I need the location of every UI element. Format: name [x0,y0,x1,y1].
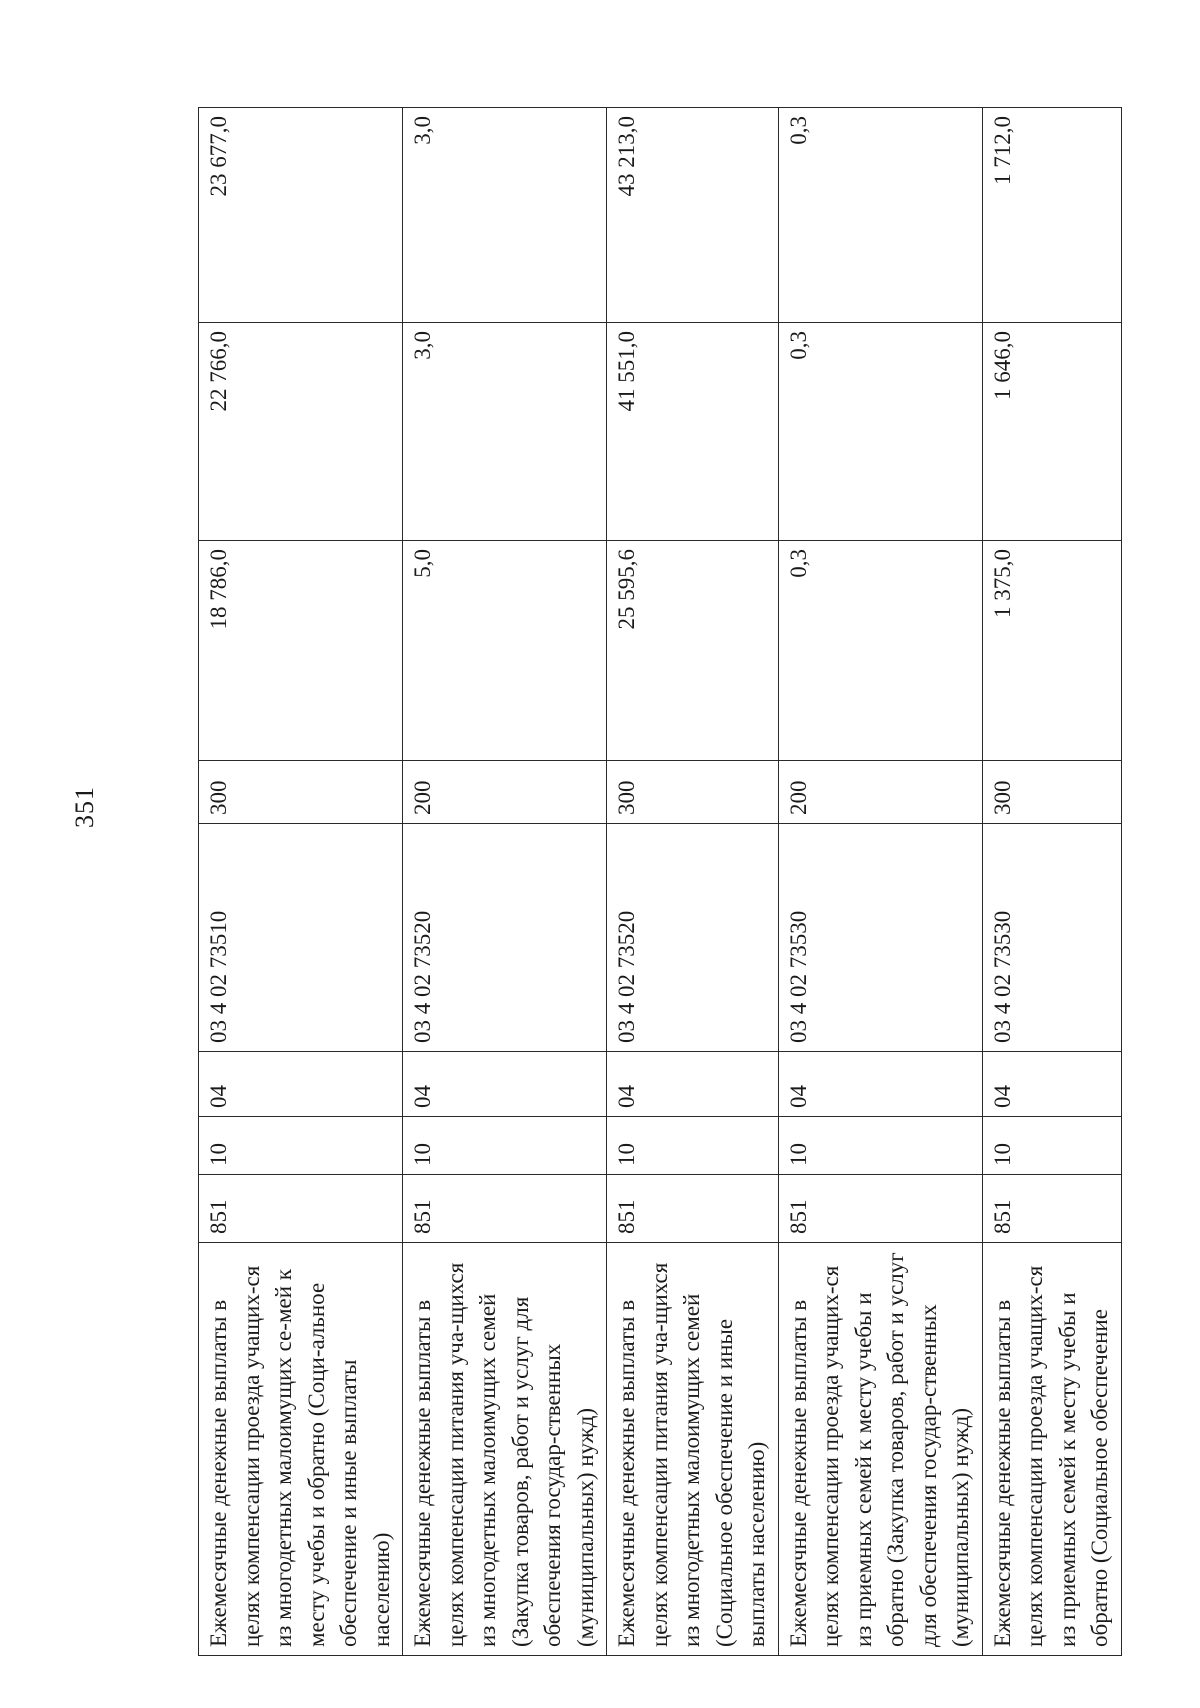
section-code: 10 [403,1117,607,1175]
expense-description: Ежемесячные денежные выплаты в целях компенсации питания уча-щихся из многодетных малоимущих семей (Социальное обеспечение и иные выплаты населению) [607,1243,779,1656]
subsection-code: 04 [778,1052,982,1117]
table-row [199,108,403,1656]
target-article-code: 03 4 02 73530 [778,824,982,1052]
expense-description: Ежемесячные денежные выплаты в целях компенсации проезда учащих-ся из приемных семей к месту учебы и обратно (Социальное обеспечение [982,1243,1121,1656]
expense-description: Ежемесячные денежные выплаты в целях компенсации проезда учащих-ся из приемных семей к месту учебы и обратно (Закупка товаров, работ и услуг для обеспечения государ-ственных (муниципальных) нужд) [778,1243,982,1656]
expense-type-code: 300 [982,761,1121,824]
budget-table-container [198,108,1112,1656]
amount-year-3: 1 712,0 [982,108,1121,323]
expense-type-code: 200 [778,761,982,824]
subsection-code: 04 [982,1052,1121,1117]
section-code: 10 [607,1117,779,1175]
target-article-code: 03 4 02 73520 [403,824,607,1052]
table-row [607,108,779,1656]
amount-year-3: 0,3 [778,108,982,323]
expense-description: Ежемесячные денежные выплаты в целях компенсации питания уча-щихся из многодетных малоимущих семей (Закупка товаров, работ и услуг для обеспечения государ-ственных (муниципальных) нужд) [403,1243,607,1656]
expense-type-code: 300 [607,761,779,824]
amount-year-2: 1 646,0 [982,323,1121,541]
table-row [403,108,607,1656]
amount-year-1: 0,3 [778,541,982,761]
section-code: 10 [982,1117,1121,1175]
amount-year-1: 25 595,6 [607,541,779,761]
amount-year-1: 1 375,0 [982,541,1121,761]
expense-type-code: 200 [403,761,607,824]
ministry-code: 851 [403,1175,607,1243]
amount-year-2: 3,0 [403,323,607,541]
amount-year-1: 5,0 [403,541,607,761]
section-code: 10 [199,1117,403,1175]
ministry-code: 851 [607,1175,779,1243]
amount-year-2: 41 551,0 [607,323,779,541]
amount-year-3: 43 213,0 [607,108,779,323]
table-row [982,108,1121,1656]
amount-year-3: 3,0 [403,108,607,323]
amount-year-2: 0,3 [778,323,982,541]
ministry-code: 851 [982,1175,1121,1243]
target-article-code: 03 4 02 73510 [199,824,403,1052]
amount-year-2: 22 766,0 [199,323,403,541]
subsection-code: 04 [607,1052,779,1117]
table-row [778,108,982,1656]
expense-type-code: 300 [199,761,403,824]
ministry-code: 851 [778,1175,982,1243]
section-code: 10 [778,1117,982,1175]
subsection-code: 04 [403,1052,607,1117]
subsection-code: 04 [199,1052,403,1117]
amount-year-1: 18 786,0 [199,541,403,761]
expense-description: Ежемесячные денежные выплаты в целях компенсации проезда учащих-ся из многодетных малоимущих се-мей к месту учебы и обратно (Соци-альное обеспечение и иные выплаты населению) [199,1243,403,1656]
ministry-code: 851 [199,1175,403,1243]
target-article-code: 03 4 02 73530 [982,824,1121,1052]
budget-table [198,107,1122,1656]
amount-year-3: 23 677,0 [199,108,403,323]
target-article-code: 03 4 02 73520 [607,824,779,1052]
page-number: 351 [70,786,99,828]
